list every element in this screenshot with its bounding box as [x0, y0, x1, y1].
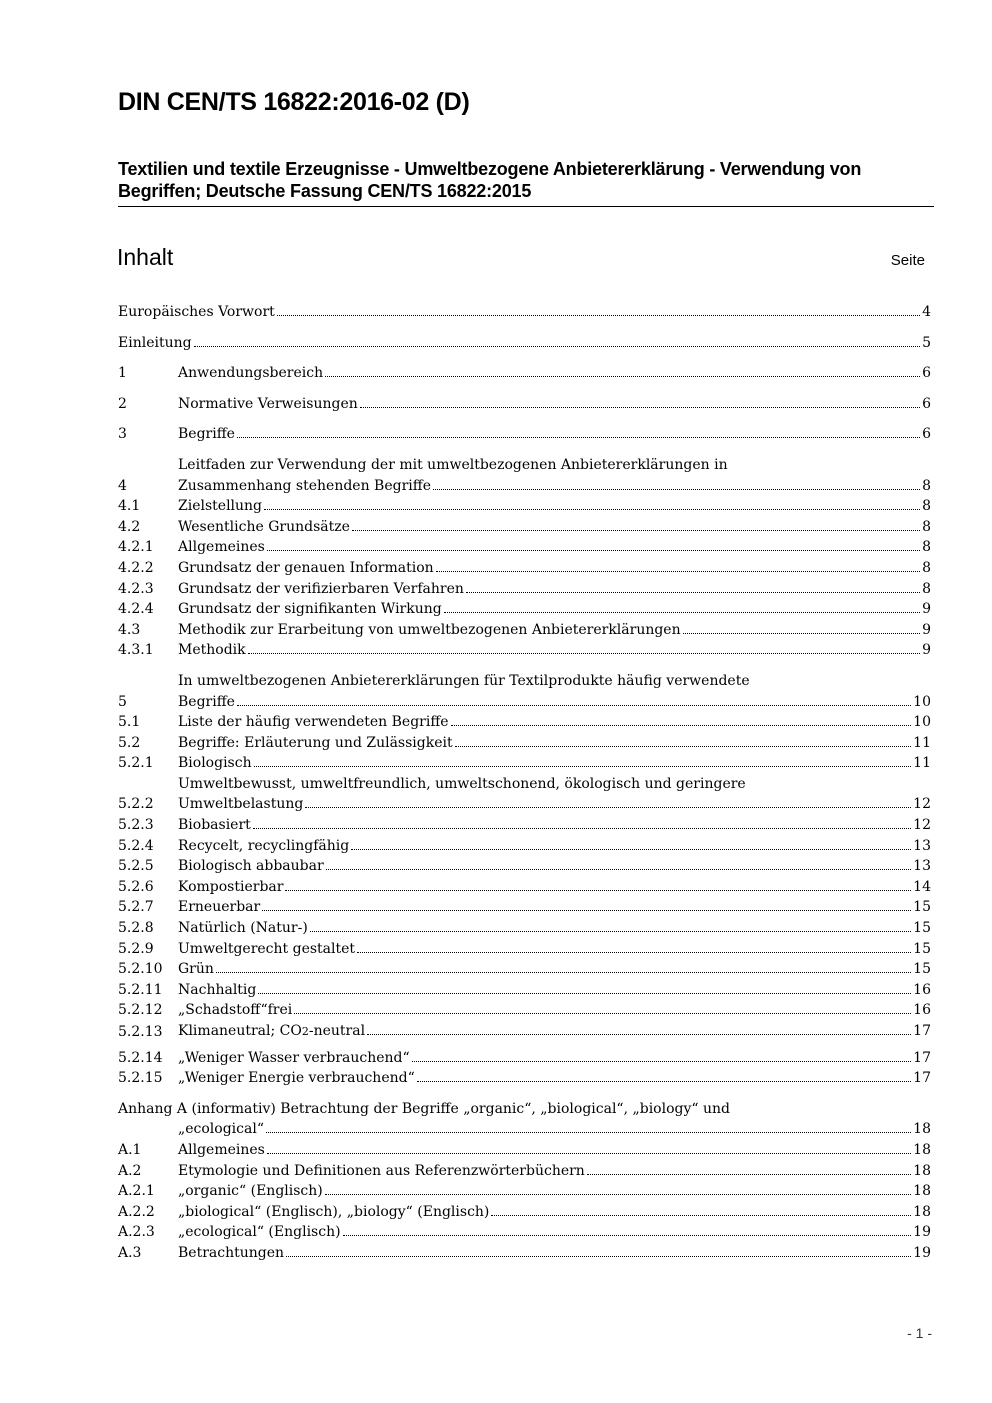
toc-entry-number: A.2.1 — [118, 1183, 155, 1200]
dot-leader — [258, 993, 911, 994]
toc-entry[interactable] — [118, 733, 931, 754]
toc-entry-number: 4.3 — [118, 621, 141, 638]
toc-entry-page: 18 — [913, 1203, 931, 1220]
toc-entry-page: 8 — [922, 559, 931, 576]
dot-leader — [683, 633, 920, 634]
toc-entry-page: 19 — [913, 1224, 931, 1241]
toc-entry-title: Etymologie und Definitionen aus Referenzwörterbüchern — [178, 1162, 585, 1179]
dot-leader — [253, 828, 911, 829]
toc-entry-title: Begriffe — [178, 693, 235, 710]
toc-entry-title: Zusammenhang stehenden Begriffe — [178, 477, 431, 494]
toc-entry[interactable] — [118, 877, 931, 898]
dot-leader — [455, 746, 912, 747]
toc-entry-title-line: Umweltbewusst, umweltfreundlich, umweltschonend, ökologisch und geringere — [178, 775, 746, 792]
toc-entry-page: 18 — [913, 1121, 931, 1138]
toc-entry-number: 5 — [118, 693, 127, 710]
toc-entry-number: 5.2.13 — [118, 1024, 163, 1040]
dot-leader — [326, 869, 912, 870]
toc-entry[interactable] — [118, 918, 931, 939]
toc-entry[interactable] — [118, 1202, 931, 1223]
toc-entry[interactable] — [118, 1068, 931, 1089]
dot-leader — [343, 1235, 912, 1236]
toc-entry-number: 5.2 — [118, 734, 141, 751]
toc-entry-title: Erneuerbar — [178, 899, 261, 916]
toc-entry[interactable] — [118, 836, 931, 857]
toc-entry-title: Begriffe — [178, 426, 235, 443]
toc-entry[interactable] — [118, 599, 931, 620]
dot-leader — [310, 931, 911, 932]
toc-entry-title: Allgemeines — [178, 1141, 265, 1158]
toc-entry-title-line: Anhang A (informativ) Betrachtung der Begriffe „organic“, „biological“, „biology“ und — [118, 1100, 730, 1117]
toc-heading: Inhalt — [117, 244, 174, 270]
dot-leader — [264, 509, 920, 510]
toc-entry-title: Zielstellung — [178, 498, 263, 515]
dot-leader — [262, 910, 911, 911]
toc-entry-title: Umweltgerecht gestaltet — [178, 940, 356, 957]
toc-entry-page: 17 — [913, 1023, 931, 1039]
toc-entry-title: Grundsatz der signifikanten Wirkung — [178, 601, 442, 618]
toc-entry[interactable] — [118, 1161, 931, 1182]
toc-entry[interactable] — [118, 1099, 931, 1140]
toc-entry-page: 18 — [913, 1183, 931, 1200]
toc-entry[interactable] — [118, 939, 931, 960]
toc-entry-title: Liste der häufig verwendeten Begriffe — [178, 714, 449, 731]
toc-entry[interactable] — [118, 537, 931, 558]
toc-entry-number: 4.2.2 — [118, 559, 154, 576]
toc-entry-page: 6 — [922, 426, 931, 443]
table-of-contents — [118, 302, 931, 1264]
toc-entry-page: 8 — [922, 477, 931, 494]
toc-entry-number: 4.2.4 — [118, 601, 154, 618]
toc-entry-page: 19 — [913, 1244, 931, 1261]
toc-entry-title: Anwendungsbereich — [178, 365, 324, 382]
toc-entry[interactable] — [118, 856, 931, 877]
toc-entry[interactable] — [118, 302, 931, 323]
subscript-2: 2 — [301, 1025, 309, 1038]
toc-entry-number: 4.3.1 — [118, 642, 154, 659]
dot-leader — [444, 612, 920, 613]
dot-leader — [412, 1061, 912, 1062]
toc-entry-title: Grün — [178, 961, 214, 978]
toc-entry[interactable] — [118, 333, 931, 354]
toc-entry-title: Biologisch — [178, 755, 252, 772]
toc-entry-title: Grundsatz der genauen Information — [178, 559, 434, 576]
toc-entry-number: A.2.2 — [118, 1203, 155, 1220]
toc-entry-title: „Weniger Wasser verbrauchend“ — [178, 1049, 410, 1066]
toc-entry-page: 8 — [922, 580, 931, 597]
toc-entry-page: 9 — [922, 621, 931, 638]
toc-entry-title: „Weniger Energie verbrauchend“ — [178, 1070, 415, 1087]
toc-entry-number: A.1 — [118, 1141, 142, 1158]
toc-entry[interactable] — [118, 671, 931, 712]
toc-entry-number: 5.2.3 — [118, 817, 154, 834]
toc-entry-title: „ecological“ (Englisch) — [178, 1224, 341, 1241]
page-number-footer: - 1 - — [907, 1325, 932, 1341]
toc-entry-title-line: In umweltbezogenen Anbietererklärungen für Textilprodukte häufig verwendete — [178, 672, 750, 689]
toc-entry-title: Normative Verweisungen — [178, 395, 358, 412]
toc-entry-number: 5.2.1 — [118, 755, 154, 772]
dot-leader — [451, 725, 912, 726]
toc-entry-title: Begriffe: Erläuterung und Zulässigkeit — [178, 734, 453, 751]
dot-leader — [237, 437, 920, 438]
toc-entry-page: 16 — [913, 1002, 931, 1019]
toc-entry-title: Methodik — [178, 642, 246, 659]
toc-entry[interactable] — [118, 363, 931, 384]
toc-entry-number: 5.2.14 — [118, 1049, 163, 1066]
toc-entry-number: 4.1 — [118, 498, 141, 515]
toc-entry[interactable] — [118, 394, 931, 415]
dot-leader — [285, 890, 911, 891]
dot-leader — [357, 952, 911, 953]
toc-entry[interactable] — [118, 620, 931, 641]
toc-entry-page: 8 — [922, 518, 931, 535]
toc-entry[interactable] — [118, 1048, 931, 1069]
dot-leader — [587, 1174, 911, 1175]
toc-entry-page: 17 — [913, 1070, 931, 1087]
toc-entry-number: 5.2.10 — [118, 961, 163, 978]
toc-entry-number: 5.2.2 — [118, 796, 154, 813]
toc-entry-number: A.2.3 — [118, 1224, 155, 1241]
toc-entry[interactable] — [118, 558, 931, 579]
toc-entry-page: 15 — [913, 961, 931, 978]
toc-entry-page: 13 — [913, 837, 931, 854]
toc-entry[interactable] — [118, 753, 931, 774]
toc-entry-title-suffix: -neutral — [308, 1023, 366, 1039]
toc-entry-number: 5.2.8 — [118, 920, 154, 937]
dot-leader — [360, 407, 920, 408]
toc-entry-page: 11 — [913, 734, 931, 751]
dot-leader — [194, 346, 921, 347]
toc-entry-title: Grundsatz der verifizierbaren Verfahren — [178, 580, 464, 597]
toc-entry-number: 5.2.9 — [118, 940, 154, 957]
toc-entry-title: Wesentliche Grundsätze — [178, 518, 350, 535]
toc-entry-page: 9 — [922, 601, 931, 618]
toc-entry-page: 12 — [913, 817, 931, 834]
toc-entry[interactable] — [118, 1181, 931, 1202]
toc-entry-page: 15 — [913, 920, 931, 937]
toc-entry-page: 10 — [913, 693, 931, 710]
toc-entry[interactable] — [118, 980, 931, 1001]
toc-entry[interactable] — [118, 424, 931, 445]
dot-leader — [352, 530, 920, 531]
toc-entry[interactable] — [118, 1222, 931, 1243]
toc-entry[interactable] — [118, 897, 931, 918]
toc-entry-title: Biobasiert — [178, 817, 251, 834]
toc-entry-number: 2 — [118, 395, 127, 412]
toc-entry[interactable] — [118, 1243, 931, 1264]
toc-entry-page: 12 — [913, 796, 931, 813]
toc-entry[interactable] — [118, 712, 931, 733]
dot-leader — [216, 972, 911, 973]
page-column-label: Seite — [890, 252, 925, 269]
toc-entry-title: Recycelt, recyclingfähig — [178, 837, 350, 854]
dot-leader — [237, 705, 911, 706]
toc-entry[interactable] — [118, 1000, 931, 1021]
toc-entry-number: 1 — [118, 365, 127, 382]
toc-entry-number: 3 — [118, 426, 127, 443]
toc-entry[interactable] — [118, 579, 931, 600]
toc-entry[interactable] — [118, 1021, 931, 1043]
toc-entry-page: 15 — [913, 940, 931, 957]
toc-entry-page: 17 — [913, 1049, 931, 1066]
toc-entry-number: 5.1 — [118, 714, 141, 731]
toc-entry-page: 9 — [922, 642, 931, 659]
toc-entry-number: A.2 — [118, 1162, 142, 1179]
toc-entry-title: Umweltbelastung — [178, 796, 304, 813]
toc-entry-title: Allgemeines — [178, 539, 265, 556]
toc-entry[interactable] — [118, 1140, 931, 1161]
dot-leader — [325, 1194, 911, 1195]
document-title: DIN CEN/TS 16822:2016-02 (D) — [118, 88, 470, 116]
toc-entry-title: „Schadstoff“frei — [178, 1002, 293, 1019]
toc-entry[interactable] — [118, 517, 931, 538]
toc-entry[interactable] — [118, 455, 931, 496]
toc-entry-number: 5.2.5 — [118, 858, 154, 875]
toc-entry-number: 4.2.3 — [118, 580, 154, 597]
toc-entry-page: 6 — [922, 365, 931, 382]
toc-entry-title: Natürlich (Natur-) — [178, 920, 308, 937]
toc-entry-number: 5.2.7 — [118, 899, 154, 916]
dot-leader — [325, 376, 920, 377]
toc-entry-page: 18 — [913, 1162, 931, 1179]
toc-entry-title: Methodik zur Erarbeitung von umweltbezogenen Anbietererklärungen — [178, 621, 681, 638]
toc-entry-title: Betrachtungen — [178, 1244, 285, 1261]
dot-leader — [351, 849, 911, 850]
dot-leader — [294, 1013, 911, 1014]
toc-entry-number: 5.2.4 — [118, 837, 154, 854]
toc-entry-title: Einleitung — [118, 334, 192, 351]
toc-entry-page: 8 — [922, 539, 931, 556]
toc-entry[interactable] — [118, 959, 931, 980]
toc-entry-page: 4 — [922, 304, 931, 320]
toc-entry-title: „organic“ (Englisch) — [178, 1183, 323, 1200]
dot-leader — [367, 1034, 911, 1035]
toc-entry-title: Biologisch abbaubar — [178, 858, 324, 875]
toc-entry-page: 15 — [913, 899, 931, 916]
dot-leader — [305, 807, 911, 808]
dot-leader — [417, 1081, 911, 1082]
toc-entry[interactable] — [118, 496, 931, 517]
toc-entry-number: 5.2.6 — [118, 878, 154, 895]
toc-entry-title: Europäisches Vorwort — [118, 304, 275, 320]
toc-entry-title: Kompostierbar — [178, 878, 284, 895]
toc-entry-title: Nachhaltig — [178, 981, 257, 998]
dot-leader — [277, 315, 920, 316]
toc-entry-page: 10 — [913, 714, 931, 731]
dot-leader — [436, 571, 920, 572]
toc-entry-page: 13 — [913, 858, 931, 875]
dot-leader — [267, 550, 920, 551]
toc-entry-title: „biological“ (Englisch), „biology“ (Englisch) — [178, 1203, 490, 1220]
toc-entry-page: 11 — [913, 755, 931, 772]
toc-entry[interactable] — [118, 774, 931, 815]
toc-entry-page: 18 — [913, 1141, 931, 1158]
toc-entry-title: Klimaneutral; CO — [178, 1023, 302, 1039]
dot-leader — [433, 489, 920, 490]
toc-entry-number: 5.2.15 — [118, 1070, 163, 1087]
dot-leader — [248, 653, 920, 654]
document-subtitle: Textilien und textile Erzeugnisse - Umweltbezogene Anbietererklärung - Verwendung von Begriffen; Deutsche Fassung CEN/TS 16822:2015 — [118, 159, 862, 201]
subtitle-divider — [118, 206, 934, 207]
toc-entry-number: 5.2.11 — [118, 981, 163, 998]
toc-entry-number: A.3 — [118, 1244, 142, 1261]
dot-leader — [491, 1215, 911, 1216]
toc-entry-page: 8 — [922, 498, 931, 515]
toc-entry[interactable] — [118, 815, 931, 836]
toc-entry-page: 6 — [922, 395, 931, 412]
toc-entry-page: 14 — [913, 878, 931, 895]
dot-leader — [267, 1153, 911, 1154]
dot-leader — [466, 592, 920, 593]
dot-leader — [266, 1132, 911, 1133]
toc-entry-number: 4.2.1 — [118, 539, 154, 556]
toc-entry-title: „ecological“ — [178, 1121, 264, 1138]
toc-entry[interactable] — [118, 640, 931, 661]
toc-entry-title-line: Leitfaden zur Verwendung der mit umweltbezogenen Anbietererklärungen in — [178, 456, 728, 473]
toc-entry-page: 5 — [922, 334, 931, 351]
toc-entry-number: 5.2.12 — [118, 1002, 163, 1019]
toc-entry-number: 4 — [118, 477, 127, 494]
dot-leader — [286, 1256, 911, 1257]
toc-entry-number: 4.2 — [118, 518, 141, 535]
dot-leader — [254, 766, 912, 767]
toc-entry-page: 16 — [913, 981, 931, 998]
